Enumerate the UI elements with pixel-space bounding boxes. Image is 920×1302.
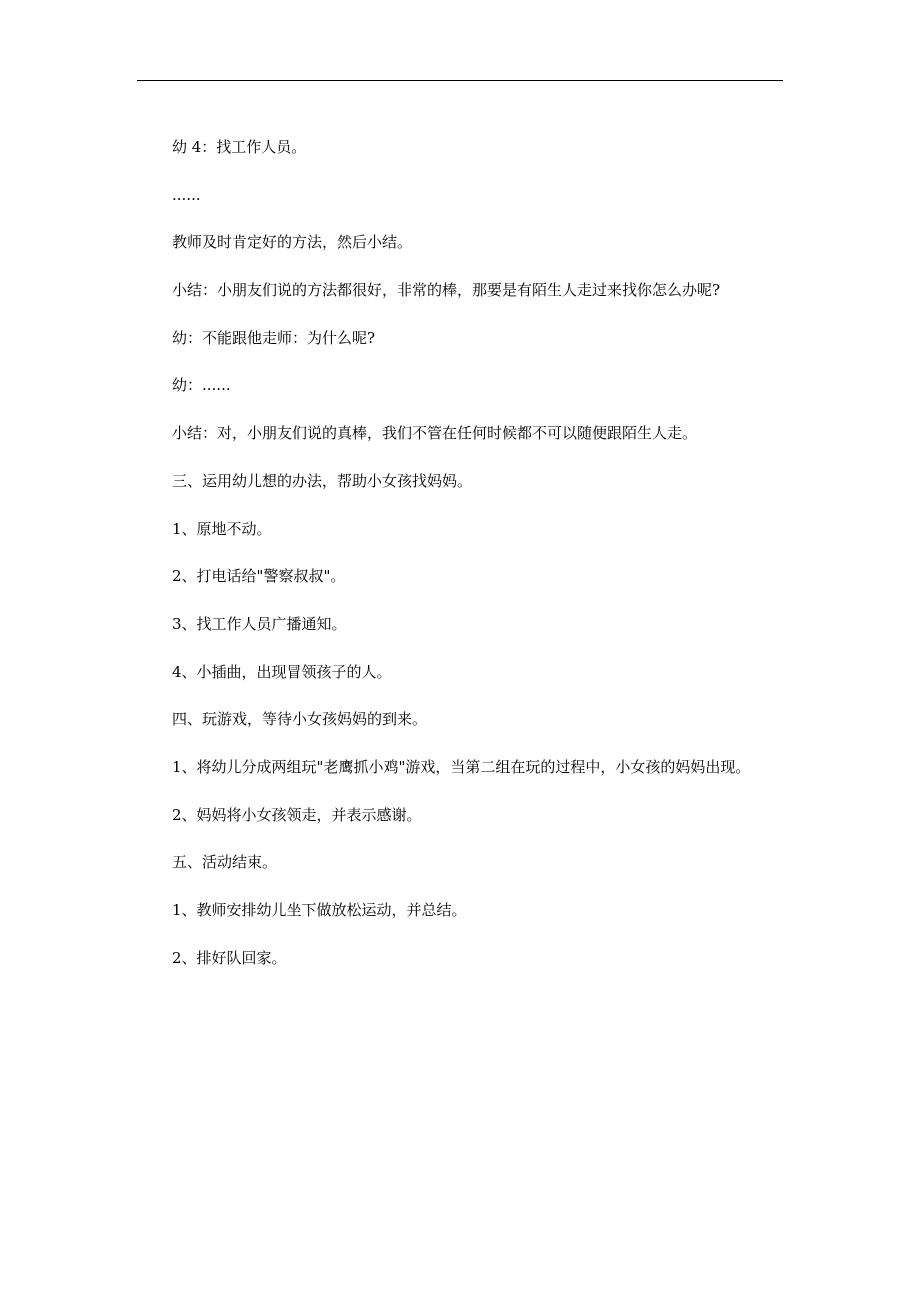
text-line: 教师及时肯定好的方法，然后小结。 [172, 233, 413, 252]
text-line: 小结：对，小朋友们说的真棒，我们不管在任何时候都不可以随便跟陌生人走。 [172, 424, 698, 443]
list-item: 1、教师安排幼儿坐下做放松运动，并总结。 [172, 901, 467, 919]
section-heading: 三、运用幼儿想的办法，帮助小女孩找妈妈。 [172, 471, 473, 490]
list-item: 1、将幼儿分成两组玩"老鹰抓小鸡"游戏，当第二组在玩的过程中，小女孩的妈妈出现。 [172, 757, 751, 776]
list-item: 3、找工作人员广播通知。 [172, 614, 347, 633]
list-item: 1、原地不动。 [172, 519, 272, 538]
text-line: 幼：不能跟他走师：为什么呢? [172, 328, 376, 347]
text-line: 幼 4：找工作人员。 [172, 138, 307, 156]
header-rule [137, 80, 783, 81]
list-item: 2、妈妈将小女孩领走，并表示感谢。 [172, 805, 422, 824]
text-line: ...... [172, 185, 201, 204]
text-line: 小结：小朋友们说的方法都很好，非常的棒，那要是有陌生人走过来找你怎么办呢? [172, 281, 721, 300]
document-body [172, 133, 802, 991]
list-item: 2、打电话给"警察叔叔"。 [172, 567, 346, 586]
section-heading: 四、玩游戏，等待小女孩妈妈的到来。 [172, 710, 428, 729]
text-line: 幼：...... [172, 376, 231, 395]
section-heading: 五、活动结束。 [172, 853, 278, 872]
list-item: 4、小插曲，出现冒领孩子的人。 [172, 662, 392, 681]
list-item: 2、排好队回家。 [172, 948, 287, 967]
